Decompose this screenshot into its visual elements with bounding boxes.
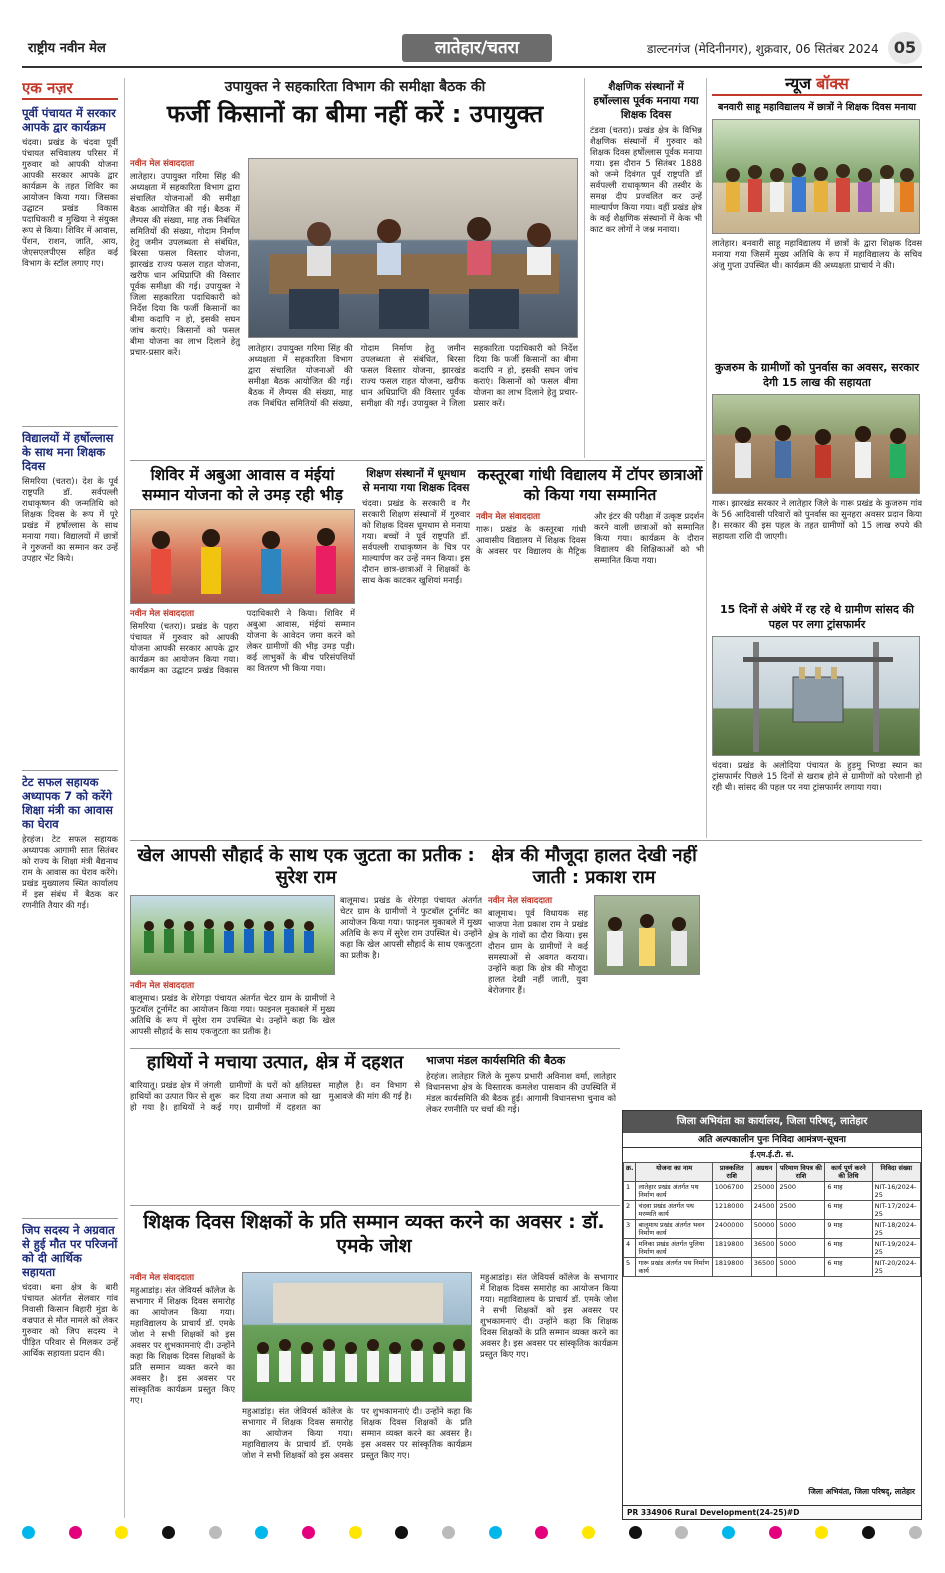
tender-cell: 3 bbox=[624, 1220, 636, 1239]
transformer-photo bbox=[712, 636, 920, 756]
tender-col-header: अग्रधन bbox=[751, 1163, 777, 1182]
awas-body: सिमरिया (चतरा)। प्रखंड के पहरा पंचायत में गुरुवार को आपकी योजना आपकी सरकार आपके द्वार कार्यक्रम का आयोजन किया गया। कार्यक्रम का उद्घाटन प्रखंड विकास पदाधिकारी ने किया। शिविर में अबुआ आवास, मंईयां सम्मान योजना के आवेदन जमा करने को लेकर ग्रामीणों की भीड़ उमड़ पड़ी। कई लाभुकों के बीच परिसंपत्तियों का वितरण भी किया गया। bbox=[130, 608, 355, 675]
transformer-illustration bbox=[713, 637, 921, 757]
tender-row bbox=[624, 1239, 921, 1258]
byline: नवीन मेल संवाददाता bbox=[476, 512, 541, 522]
teachers-day-body: महुआडांड़। संत जेवियर्स कॉलेज के सभागार में शिक्षक दिवस समारोह का आयोजन किया गया। महाविद्यालय के प्राचार्य डॉ. एमके जोश ने सभी शिक्षकों को इस अवसर पर शुभकामनाएं दी। उन्होंने कहा कि शिक्षक दिवस शिक्षकों के प्रति सम्मान व्यक्त करने का अवसर है। इस अवसर पर सांस्कृतिक कार्यक्रम प्रस्तुत किए गए। bbox=[130, 1285, 235, 1405]
college-event-photo bbox=[242, 1272, 472, 1402]
villagers-illustration bbox=[713, 395, 921, 495]
teachers-day-story bbox=[130, 1210, 618, 1518]
prakash-story bbox=[488, 845, 700, 1045]
sports-body: बालूमाथ। प्रखंड के शेरेगड़ा पंचायत अंतर्गत चेटर ग्राम के ग्रामीणों ने फुटबॉल टूर्नामेंट का आयोजन किया गया। फाइनल मुकाबले में मुख्य अतिथि के रूप में सुरेश राम उपस्थित थे। उन्होंने कहा कि खेल आपसी सौहार्द के साथ एकजुटता का प्रतीक है। bbox=[340, 895, 482, 960]
tender-signature: जिला अभियंता, जिला परिषद्, लातेहार bbox=[808, 1487, 915, 1496]
shiksha-body: चंदवा। प्रखंड के सरकारी व गैर सरकारी शिक्षण संस्थानों में गुरुवार को शिक्षक दिवस धूमधाम से मनाया गया। बच्चों ने पूर्व राष्ट्रपति डॉ. सर्वपल्ली राधाकृष्णन के चित्र पर माल्यार्पण कर उन्हें नमन किया। इस दौरान छात्र-छात्राओं ने शिक्षकों के साथ केक काटकर खुशियां मनाईं। bbox=[362, 498, 470, 585]
tender-cell: 24500 bbox=[751, 1201, 777, 1220]
tender-cell: NIT-20/2024-25 bbox=[872, 1258, 920, 1277]
tender-cell: 1819800 bbox=[712, 1239, 751, 1258]
villagers-photo bbox=[712, 394, 920, 494]
meeting-illustration bbox=[249, 159, 579, 339]
yellow-swatch bbox=[582, 1526, 595, 1539]
tender-cell: गारू प्रखंड अंतर्गत पथ निर्माण कार्य bbox=[636, 1258, 712, 1277]
tender-cell: 25000 bbox=[751, 1182, 777, 1201]
tender-col-header: योजना का नाम bbox=[636, 1163, 712, 1182]
cyan-swatch bbox=[22, 1526, 35, 1539]
byline: नवीन मेल संवाददाता bbox=[130, 159, 195, 169]
tender-cell: 1218000 bbox=[712, 1201, 751, 1220]
tender-cell: 6 माह bbox=[825, 1182, 872, 1201]
byline: नवीन मेल संवाददाता bbox=[488, 896, 553, 906]
tender-col-header: निविदा संख्या bbox=[872, 1163, 920, 1182]
tender-cell: 36500 bbox=[751, 1239, 777, 1258]
tender-footer: PR 334906 Rural Development(24-25)#D bbox=[623, 1505, 921, 1519]
tender-row bbox=[624, 1182, 921, 1201]
page-number: 05 bbox=[888, 32, 922, 64]
tender-cell: 6 माह bbox=[825, 1201, 872, 1220]
brief-headline: टेट सफल सहायक अध्यापक 7 को करेंगे शिक्षा मंत्री का आवास का घेराव bbox=[22, 775, 113, 831]
sidebar-body: टंडवा (चतरा)। प्रखंड क्षेत्र के विभिन्न शैक्षणिक संस्थानों में गुरुवार को शिक्षक दिवस हर्षोल्लास पूर्वक मनाया गया। इस दौरान 5 सितंबर 1888 को जन्मे दिवंगत पूर्व राष्ट्रपति डॉ सर्वपल्ली राधाकृष्णन की तस्वीर के समक्ष दीप प्रज्वलित कर उन्हें माल्यार्पण किया गया। वहीं प्रखंड क्षेत्र के कई शैक्षणिक संस्थानों में केक भी काट कर लोगों ने जश्न मनाया। bbox=[590, 125, 702, 234]
tender-cell: 5000 bbox=[777, 1258, 825, 1277]
black-swatch bbox=[629, 1526, 642, 1539]
camp-illustration bbox=[131, 510, 355, 605]
tender-cell: 9 माह bbox=[825, 1220, 872, 1239]
tender-cell: 6 माह bbox=[825, 1258, 872, 1277]
lead-story bbox=[130, 78, 580, 460]
prakash-headline: क्षेत्र की मौजूदा हालत देखी नहीं जाती : प्रकाश राम bbox=[491, 845, 697, 888]
brief-body: सिमरिया (चतरा)। देश के पूर्व राष्ट्रपति डॉ. सर्वपल्ली राधाकृष्णन की जन्मतिथि को शिक्षक दिवस के रूप में पूरे प्रखंड में हर्षोल्लास के साथ मनाया गया। विद्यालयों में छात्रों ने गुरुजनों का सम्मान कर उन्हें उपहार भेंट किये। bbox=[22, 476, 118, 563]
lead-body-continued: लातेहार। उपायुक्त गरिमा सिंह की अध्यक्षता में सहकारिता विभाग द्वारा संचालित योजनाओं की समीक्षा बैठक आयोजित की गई। बैठक में लैम्पस की संख्या, माह तक निबंधित समितियों की संख्या, गोदाम निर्माण हेतु जमीन उपलब्धता से संबंधित, बिरसा फसल विस्तार योजना, झारखंड राज्य फसल राहत योजना, खरीफ धान अधिप्राप्ति की विस्तार पूर्वक समीक्षा की गई। उपायुक्त ने जिला सहकारिता पदाधिकारी को निर्देश दिया कि फर्जी किसानों का बीमा कदापि न हो, इसकी सघन जांच कराएं। किसानों को फसल बीमा योजना का लाभ दिलाने हेतु प्रचार-प्रसार करें। bbox=[248, 343, 578, 408]
news-box-body: लातेहार। बनवारी साहू महाविद्यालय में छात्रों के द्वारा शिक्षक दिवस मनाया गया जिसमें मुख्य अतिथि के रूप में महाविद्यालय के सचिव अंजु गुप्ता उपस्थित थी। कार्यक्रम की अध्यक्षता प्राचार्य ने की। bbox=[712, 238, 922, 270]
kasturba-story bbox=[476, 465, 704, 835]
column-label-text: एक नज़र bbox=[22, 79, 73, 97]
cyan-swatch bbox=[722, 1526, 735, 1539]
grey-swatch bbox=[209, 1526, 222, 1539]
awas-story bbox=[130, 465, 355, 835]
news-box-label-b: बॉक्स bbox=[816, 74, 849, 93]
tender-col-header: क्र. bbox=[624, 1163, 636, 1182]
lead-body: लातेहार। उपायुक्त गरिमा सिंह की अध्यक्षता में सहकारिता विभाग द्वारा संचालित योजनाओं की समीक्षा बैठक आयोजित की गई। बैठक में लैम्पस की संख्या, माह तक निबंधित समितियों की संख्या, गोदाम निर्माण हेतु जमीन उपलब्धता से संबंधित, बिरसा फसल विस्तार योजना, झारखंड राज्य फसल राहत योजना, खरीफ धान अधिप्राप्ति की विस्तार पूर्वक समीक्षा की गई। उपायुक्त ने जिला सहकारिता पदाधिकारी को निर्देश दिया कि फर्जी किसानों का बीमा कदापि न हो, इसकी सघन जांच कराएं। किसानों को फसल बीमा योजना का लाभ दिलाने हेतु प्रचार-प्रसार करें। bbox=[130, 171, 240, 357]
tender-col-header: कार्य पूर्ण करने की तिथि bbox=[825, 1163, 872, 1182]
tender-row bbox=[624, 1201, 921, 1220]
news-box-body: गारू। झारखंड सरकार ने लातेहार जिले के गारू प्रखंड के कुजरुम गांव के 56 आदिवासी परिवारों को पुनर्वास का सुनहरा अवसर प्रदान किया है। सरकार की इस पहल के तहत ग्रामीणों को 15 लाख रुपये की सहायता राशि दी जाएगी। bbox=[712, 498, 922, 541]
magenta-swatch bbox=[769, 1526, 782, 1539]
news-box bbox=[712, 72, 922, 842]
tender-cell: 4 bbox=[624, 1239, 636, 1258]
tender-row bbox=[624, 1220, 921, 1239]
tender-cell: NIT-16/2024-25 bbox=[872, 1182, 920, 1201]
tender-cell: चंदवा प्रखंड अंतर्गत पथ मरम्मति कार्य bbox=[636, 1201, 712, 1220]
tender-cell: NIT-17/2024-25 bbox=[872, 1201, 920, 1220]
tender-cell: 2500 bbox=[777, 1182, 825, 1201]
teachers-day-headline: शिक्षक दिवस शिक्षकों के प्रति सम्मान व्यक्त करने का अवसर : डॉ. एमके जोश bbox=[143, 1211, 605, 1257]
prakash-body: बालूमाथ। पूर्व विधायक सह भाजपा नेता प्रकाश राम ने प्रखंड क्षेत्र के गांवों का दौरा किया। इस दौरान ग्राम के ग्रामीणों ने कई समस्याओं से अवगत कराया। उन्होंने कहा कि क्षेत्र की मौजूदा हालत देखी नहीं जाती, युवा बेरोजगार हैं। bbox=[488, 908, 588, 995]
brief-body: चंदवा। प्रखंड के चंदवा पूर्वी पंचायत सचिवालय परिसर में गुरुवार को आपकी योजना आपकी सरकार आपके द्वार कार्यक्रम के तहत शिविर का आयोजन किया गया। जिसका उद्घाटन प्रखंड विकास पदाधिकारी व मुखिया ने संयुक्त रूप से किया। शिविर में आवास, पेंशन, राशन, जाति, आय, जेएसएलपीएस सहित कई विभाग के स्टॉल लगाए गए। bbox=[22, 137, 118, 268]
tender-notice bbox=[622, 1110, 922, 1520]
shiksha-headline: शिक्षण संस्थानों में धूमधाम से मनाया गया शिक्षक दिवस bbox=[362, 468, 470, 494]
brief-headline: विद्यालयों में हर्षोल्लास के साथ मना शिक्षक दिवस bbox=[22, 431, 114, 473]
tender-cell: NIT-18/2024-25 bbox=[872, 1220, 920, 1239]
lead-headline: फर्जी किसानों का बीमा नहीं करें : उपायुक्त bbox=[166, 100, 544, 128]
tender-cell: 2500 bbox=[777, 1201, 825, 1220]
tender-cell: 1006700 bbox=[712, 1182, 751, 1201]
teachers-day-body-continued: महुआडांड़। संत जेवियर्स कॉलेज के सभागार में शिक्षक दिवस समारोह का आयोजन किया गया। महाविद्यालय के प्राचार्य डॉ. एमके जोश ने सभी शिक्षकों को इस अवसर पर शुभकामनाएं दी। उन्होंने कहा कि शिक्षक दिवस शिक्षकों के प्रति सम्मान व्यक्त करने का अवसर है। इस अवसर पर सांस्कृतिक कार्यक्रम प्रस्तुत किए गए। bbox=[242, 1406, 472, 1460]
tender-table bbox=[623, 1162, 921, 1277]
people-illustration bbox=[595, 896, 700, 976]
left-column bbox=[22, 78, 118, 1518]
prakash-photo bbox=[594, 895, 700, 975]
tender-cell: 5 bbox=[624, 1258, 636, 1277]
grey-swatch bbox=[675, 1526, 688, 1539]
tender-subtitle: अति अल्पकालीन पुनः निविदा आमंत्रण-सूचना bbox=[623, 1133, 921, 1148]
yellow-swatch bbox=[815, 1526, 828, 1539]
sidebar-headline: शैक्षणिक संस्थानों में हर्षोल्लास पूर्वक मनाया गया शिक्षक दिवस bbox=[593, 81, 699, 121]
dateline: डाल्टनगंज (मेदिनीनगर), शुक्रवार, 06 सितंबर 2024 bbox=[647, 42, 879, 56]
teachers-day-body-side: महुआडांड़। संत जेवियर्स कॉलेज के सभागार में शिक्षक दिवस समारोह का आयोजन किया गया। महाविद्यालय के प्राचार्य डॉ. एमके जोश ने सभी शिक्षकों को इस अवसर पर शुभकामनाएं दी। उन्होंने कहा कि शिक्षक दिवस शिक्षकों के प्रति सम्मान व्यक्त करने का अवसर है। इस अवसर पर सांस्कृतिक कार्यक्रम प्रस्तुत किए गए। bbox=[480, 1272, 618, 1359]
tender-col-header: प्राक्कलित राशि bbox=[712, 1163, 751, 1182]
tender-col-header: परिमाण विपत्र की राशि bbox=[777, 1163, 825, 1182]
cyan-swatch bbox=[255, 1526, 268, 1539]
tender-cell: 1819800 bbox=[712, 1258, 751, 1277]
column-label bbox=[22, 78, 118, 100]
black-swatch bbox=[162, 1526, 175, 1539]
sidebar-teachers-day bbox=[590, 78, 702, 458]
tender-cell: 5000 bbox=[777, 1239, 825, 1258]
byline: नवीन मेल संवाददाता bbox=[130, 609, 195, 619]
tender-cell: 1 bbox=[624, 1182, 636, 1201]
team-illustration bbox=[131, 896, 336, 976]
news-box-headline: कुजरुम के ग्रामीणों को पुनर्वास का अवसर, सरकार देगी 15 लाख की सहायता bbox=[714, 361, 919, 389]
tender-cell: बालूमाथ प्रखंड अंतर्गत भवन निर्माण कार्य bbox=[636, 1220, 712, 1239]
elephant-body: बारियातू। प्रखंड क्षेत्र में जंगली हाथियों का उत्पात फिर से शुरू हो गया है। हाथियों ने कई ग्रामीणों के घरों को क्षतिग्रस्त कर दिया तथा अनाज को खा गए। ग्रामीणों में दहशत का माहौल है। वन विभाग से मुआवजे की मांग की गई है। bbox=[130, 1080, 420, 1112]
kasturba-headline: कस्तूरबा गांधी विद्यालय में टॉपर छात्राओं को किया गया सम्मानित bbox=[477, 466, 703, 504]
section-tab[interactable]: लातेहार/चतरा bbox=[402, 34, 552, 62]
brief-body: हेरहंज। टेट सफल सहायक अध्यापक आगामी सात सितंबर को राज्य के शिक्षा मंत्री बैद्यनाथ राम के आवास का घेराव करेंगे। प्रखंड मुख्यालय स्थित कार्यालय में इस संबंध में बैठक कर रणनीति तैयार की गई। bbox=[22, 834, 118, 910]
grey-swatch bbox=[909, 1526, 922, 1539]
tender-cell: 36500 bbox=[751, 1258, 777, 1277]
brief-body: चंदवा। बना क्षेत्र के बारी पंचायत अंतर्गत सेलवार गांव निवासी किसान बिहारी मुंडा के वज्रपात से मौत मामले को लेकर गुरुवार को जिप सदस्य ने पीड़ित परिवार से मिलकर उन्हें आर्थिक सहायता प्रदान की। bbox=[22, 1282, 118, 1358]
kasturba-body: गारू। प्रखंड के कस्तूरबा गांधी आवासीय विद्यालय में शिक्षक दिवस के अवसर पर विद्यालय के मैट्रिक और इंटर की परीक्षा में उत्कृष्ट प्रदर्शन करने वाली छात्राओं को सम्मानित किया गया। कार्यक्रम के दौरान विद्यालय की शिक्षिकाओं को भी सम्मानित किया गया। bbox=[476, 511, 704, 565]
camp-photo bbox=[130, 509, 355, 604]
brief-headline: जिप सदस्य ने अग्रवात से हुई मौत पर परिजनों को दी आर्थिक सहायता bbox=[22, 1223, 118, 1279]
news-box-headline: बनवारी साहू महाविद्यालय में छात्रों ने शिक्षक दिवस मनाया bbox=[718, 102, 916, 113]
news-box-label-a: न्यूज bbox=[785, 74, 812, 93]
tender-cell: 6 माह bbox=[825, 1239, 872, 1258]
magenta-swatch bbox=[69, 1526, 82, 1539]
tender-cell: 2400000 bbox=[712, 1220, 751, 1239]
cyan-swatch bbox=[489, 1526, 502, 1539]
news-box-body: चंदवा। प्रखंड के अलोदिया पंचायत के हुड़मु भिण्डा स्थान का ट्रांसफार्मर पिछले 15 दिनों से खराब होने से ग्रामीणों को परेशानी हो रही थी। सांसद की पहल पर नया ट्रांसफार्मर लगाया गया। bbox=[712, 760, 922, 792]
meeting-photo bbox=[248, 158, 578, 338]
tender-cell: 50000 bbox=[751, 1220, 777, 1239]
byline: नवीन मेल संवाददाता bbox=[130, 981, 195, 991]
tender-cell: NIT-19/2024-25 bbox=[872, 1239, 920, 1258]
tender-cell: 5000 bbox=[777, 1220, 825, 1239]
group-illustration bbox=[713, 120, 921, 235]
awas-headline: शिविर में अबुआ आवास व मंईयां सम्मान योजना को ले उमड़ रही भीड़ bbox=[142, 466, 343, 504]
yellow-swatch bbox=[115, 1526, 128, 1539]
yellow-swatch bbox=[349, 1526, 362, 1539]
sports-body-continued: बालूमाथ। प्रखंड के शेरेगड़ा पंचायत अंतर्गत चेटर ग्राम के ग्रामीणों ने फुटबॉल टूर्नामेंट का आयोजन किया गया। फाइनल मुकाबले में मुख्य अतिथि के रूप में सुरेश राम उपस्थित थे। उन्होंने कहा कि खेल आपसी सौहार्द के साथ एकजुटता का प्रतीक है। bbox=[130, 993, 335, 1036]
tender-cell: मनिका प्रखंड अंतर्गत पुलिया निर्माण कार्य bbox=[636, 1239, 712, 1258]
magenta-swatch bbox=[535, 1526, 548, 1539]
brief-headline: पूर्वी पंचायत में सरकार आपके द्वार कार्यक्रम bbox=[22, 106, 116, 134]
colour-registration-bar bbox=[22, 1525, 922, 1539]
grey-swatch bbox=[442, 1526, 455, 1539]
lead-kicker: उपायुक्त ने सहकारिता विभाग की समीक्षा बैठक की bbox=[224, 79, 486, 95]
college-photo bbox=[712, 119, 920, 234]
news-box-headline: 15 दिनों से अंधेरे में रह रहे थे ग्रामीण सांसद की पहल पर लगा ट्रांसफार्मर bbox=[720, 603, 914, 631]
football-photo bbox=[130, 895, 335, 975]
sports-headline: खेल आपसी सौहार्द के साथ एक जुटता का प्रतीक : सुरेश राम bbox=[137, 845, 475, 888]
tender-notice-no: ई.एम.ई.टी. सं. bbox=[750, 1150, 794, 1159]
tender-title: जिला अभियंता का कार्यालय, जिला परिषद्, लातेहार bbox=[623, 1111, 921, 1133]
bjp-headline: भाजपा मंडल कार्यसमिति की बैठक bbox=[426, 1054, 566, 1067]
byline: नवीन मेल संवाददाता bbox=[130, 1273, 195, 1283]
paper-name: राष्ट्रीय नवीन मेल bbox=[28, 41, 106, 56]
tender-row bbox=[624, 1258, 921, 1277]
elephant-headline: हाथियों ने मचाया उत्पात, क्षेत्र में दहशत bbox=[146, 1052, 404, 1073]
tender-cell: 2 bbox=[624, 1201, 636, 1220]
students-illustration bbox=[243, 1273, 473, 1403]
elephant-story bbox=[130, 1052, 420, 1200]
magenta-swatch bbox=[302, 1526, 315, 1539]
black-swatch bbox=[862, 1526, 875, 1539]
sports-story bbox=[130, 845, 482, 1045]
black-swatch bbox=[395, 1526, 408, 1539]
masthead bbox=[22, 30, 922, 68]
shiksha-story bbox=[362, 465, 470, 835]
tender-cell: लातेहार प्रखंड अंतर्गत पथ निर्माण कार्य bbox=[636, 1182, 712, 1201]
bjp-story bbox=[426, 1052, 616, 1200]
bjp-body: हेरहंज। लातेहार जिले के मुरूप प्रभारी अविनाश वर्मा, लातेहार विधानसभा क्षेत्र के विस्तारक कमलेश पासवान की उपस्थिति में मंडल कार्यसमिति की बैठक हुई। आगामी विधानसभा चुनाव को लेकर रणनीति पर चर्चा की गई। bbox=[426, 1071, 616, 1114]
